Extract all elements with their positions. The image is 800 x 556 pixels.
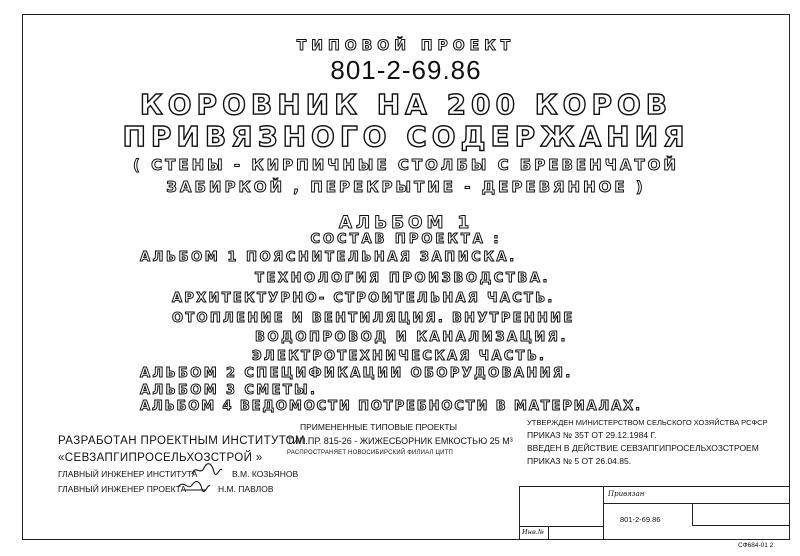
album-line: АЛЬБОМ 2 СПЕЦИФИКАЦИИ ОБОРУДОВАНИЯ. xyxy=(140,366,573,381)
project-engineer-role: ГЛАВНЫЙ ИНЖЕНЕР ПРОЕКТА xyxy=(58,484,187,494)
project-engineer-name: Н.М. ПАВЛОВ xyxy=(218,484,274,494)
subtitle-line-1: ( СТЕНЫ - КИРПИЧНЫЕ СТОЛБЫ С БРЕВЕНЧАТОЙ xyxy=(133,156,679,174)
stamp-inv-label: Инв.№ xyxy=(522,528,544,536)
developer-line-1: РАЗРАБОТАН ПРОЕКТНЫМ ИНСТИТУТОМ xyxy=(58,435,305,447)
chief-engineer-name: В.М. КОЗЬЯНОВ xyxy=(232,469,299,479)
typical-project-label: ТИПОВОЙ ПРОЕКТ xyxy=(296,38,516,54)
stamp-inv-value xyxy=(549,526,603,540)
album-title: АЛЬБОМ 1 xyxy=(338,213,474,233)
title-line-2: ПРИВЯЗНОГО СОДЕРЖАНИЯ xyxy=(122,120,690,153)
album-line: ТЕХНОЛОГИЯ ПРОИЗВОДСТВА. xyxy=(255,271,551,286)
album-line: ОТОПЛЕНИЕ И ВЕНТИЛЯЦИЯ. ВНУТРЕННИЕ xyxy=(172,311,575,326)
stamp-project-number: 801-2-69.86 xyxy=(620,515,661,524)
approval-line-1: УТВЕРЖДЕН МИНИСТЕРСТВОМ СЕЛЬСКОГО ХОЗЯЙСТВА РСФСР xyxy=(527,418,768,427)
distributor-note: РАСПРОСТРАНЯЕТ НОВОСИБИРСКИЙ ФИЛИАЛ ЦИТП xyxy=(287,450,454,456)
subtitle-line-2: ЗАБИРКОЙ , ПЕРЕКРЫТИЕ - ДЕРЕВЯННОЕ ) xyxy=(166,178,646,196)
title-line-1: КОРОВНИК НА 200 КОРОВ xyxy=(139,88,673,121)
album-line: АЛЬБОМ 4 ВЕДОМОСТИ ПОТРЕБНОСТИ В МАТЕРИАЛАХ. xyxy=(140,399,642,414)
project-number: 801-2-69.86 xyxy=(330,55,482,85)
chief-engineer-role: ГЛАВНЫЙ ИНЖЕНЕР ИНСТИТУТА xyxy=(58,469,198,479)
applied-project-line: ТИП.ПР. 815-26 - ЖИЖЕСБОРНИК ЕМКОСТЬЮ 25 М³ xyxy=(287,436,513,446)
stamp-sheet-code: СФ684-01 2 xyxy=(738,542,774,549)
album-line: ВОДОПРОВОД И КАНАЛИЗАЦИЯ. xyxy=(255,330,569,345)
album-line: ЭЛЕКТРОТЕХНИЧЕСКАЯ ЧАСТЬ. xyxy=(252,349,547,364)
stamp-sheet-cell xyxy=(693,504,790,526)
album-line: АРХИТЕКТУРНО- СТРОИТЕЛЬНАЯ ЧАСТЬ. xyxy=(172,291,555,306)
applied-heading: ПРИМЕНЕННЫЕ ТИПОВЫЕ ПРОЕКТЫ xyxy=(300,422,458,432)
approval-line-3: ВВЕДЕН В ДЕЙСТВИЕ СЕВЗАПГИПРОСЕЛЬХОЗСТРОЕМ xyxy=(527,443,759,453)
developer-line-2: «СЕВЗАПГИПРОСЕЛЬХОЗСТРОЙ » xyxy=(58,452,263,464)
composition-heading: СОСТАВ ПРОЕКТА : xyxy=(310,232,502,247)
signature-project xyxy=(176,477,212,497)
stamp-bound-label: Привязан xyxy=(608,490,645,498)
approval-line-2: ПРИКАЗ № 35Т ОТ 29.12.1984 Г. xyxy=(527,430,657,440)
album-line: АЛЬБОМ 1 ПОЯСНИТЕЛЬНАЯ ЗАПИСКА. xyxy=(140,250,517,265)
album-line: АЛЬБОМ 3 СМЕТЫ. xyxy=(140,383,318,398)
approval-line-4: ПРИКАЗ № 5 ОТ 26.04.85. xyxy=(527,456,632,466)
